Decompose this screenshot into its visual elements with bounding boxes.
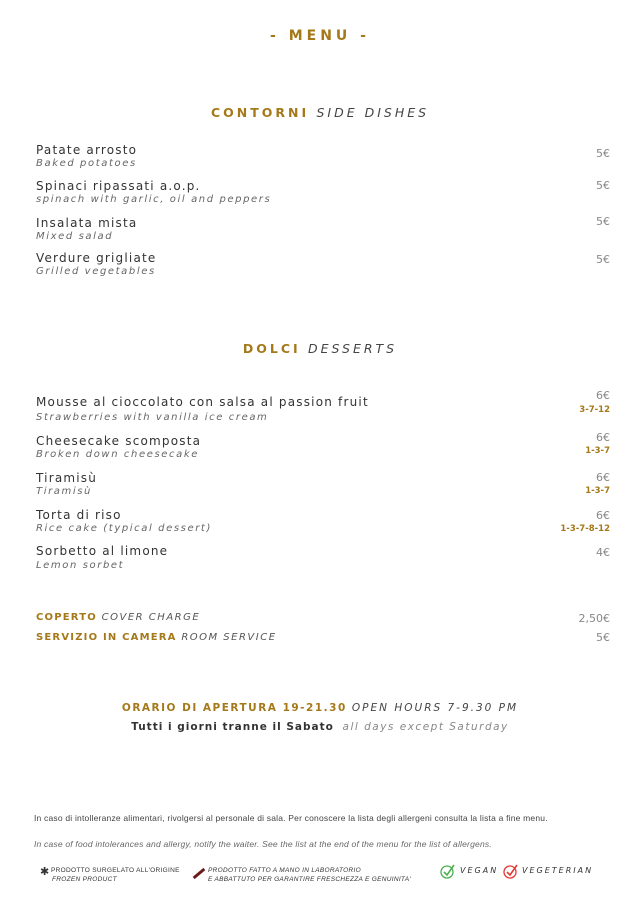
item-allergens: 3-7-12 xyxy=(579,405,610,415)
item-name: Cheesecake scomposta xyxy=(36,434,202,448)
item-price: 5€ xyxy=(596,253,610,266)
asterisk-icon: ✱ xyxy=(40,865,50,878)
item-sub: Grilled vegetables xyxy=(36,266,156,277)
item-sub: Lemon sorbet xyxy=(36,560,125,571)
item-name: Insalata mista xyxy=(36,216,138,230)
item-name: Spinaci ripassati a.o.p. xyxy=(36,179,201,193)
item-name: Verdure grigliate xyxy=(36,251,157,265)
allergy-note-it: In caso di intolleranze alimentari, rivolgersi al personale di sala. Per conoscere la lista degli allergeni consulta la lista a fine menu. xyxy=(34,813,548,823)
item-name: Torta di riso xyxy=(36,508,122,522)
cover-charge: COPERTO COVER CHARGE xyxy=(36,612,201,623)
room-service-price: 5€ xyxy=(596,631,610,644)
handmade-icon xyxy=(193,868,206,879)
item-price: 6€ xyxy=(596,509,610,522)
vegetarian-icon xyxy=(503,863,519,879)
cover-charge-price: 2,50€ xyxy=(578,612,610,625)
item-allergens: 1-3-7 xyxy=(585,486,610,496)
item-allergens: 1-3-7-8-12 xyxy=(560,524,610,534)
page-title: - MENU - xyxy=(270,28,370,44)
item-name: Sorbetto al limone xyxy=(36,544,169,558)
item-sub: Rice cake (typical dessert) xyxy=(36,523,212,534)
opening-days: Tutti i giorni tranne il Sabato all days except Saturday xyxy=(131,721,509,733)
room-service: SERVIZIO IN CAMERA ROOM SERVICE xyxy=(36,632,277,643)
item-price: 5€ xyxy=(596,179,610,192)
item-sub: Baked potatoes xyxy=(36,158,137,169)
item-sub: Tiramisù xyxy=(36,486,92,497)
item-price: 5€ xyxy=(596,147,610,160)
item-price: 6€ xyxy=(596,389,610,402)
item-price: 6€ xyxy=(596,471,610,484)
item-name: Mousse al cioccolato con salsa al passion fruit xyxy=(36,395,369,409)
item-sub: Broken down cheesecake xyxy=(36,449,199,460)
legend-vegan: VEGAN xyxy=(460,866,499,875)
item-price: 4€ xyxy=(596,546,610,559)
legend-vegetarian: VEGETERIAN xyxy=(522,866,594,875)
item-name: Patate arrosto xyxy=(36,143,138,157)
item-sub: Strawberries with vanilla ice cream xyxy=(36,412,269,423)
allergy-note-en: In case of food intolerances and allergy, notify the waiter. See the list at the end of the menu for the list of allergens. xyxy=(34,839,492,849)
section-title-desserts: DOLCI DESSERTS xyxy=(242,341,398,356)
opening-hours: ORARIO DI APERTURA 19-21.30 OPEN HOURS 7-9.30 PM xyxy=(121,702,519,714)
section-title-sides: CONTORNI SIDE DISHES xyxy=(210,105,430,120)
item-price: 5€ xyxy=(596,215,610,228)
item-sub: Mixed salad xyxy=(36,231,114,242)
item-allergens: 1-3-7 xyxy=(585,446,610,456)
item-sub: spinach with garlic, oil and peppers xyxy=(36,194,272,205)
vegan-icon xyxy=(440,863,456,879)
item-price: 6€ xyxy=(596,431,610,444)
item-name: Tiramisù xyxy=(36,471,98,485)
legend-handmade: PRODOTTO FATTO A MANO IN LABORATORIO E ABBATTUTO PER GARANTIRE FRESCHEZZA E GENUINITA' xyxy=(208,867,411,883)
legend-frozen: PRODOTTO SURGELATO ALL'ORIGINE FROZEN PRODUCT xyxy=(51,867,180,883)
